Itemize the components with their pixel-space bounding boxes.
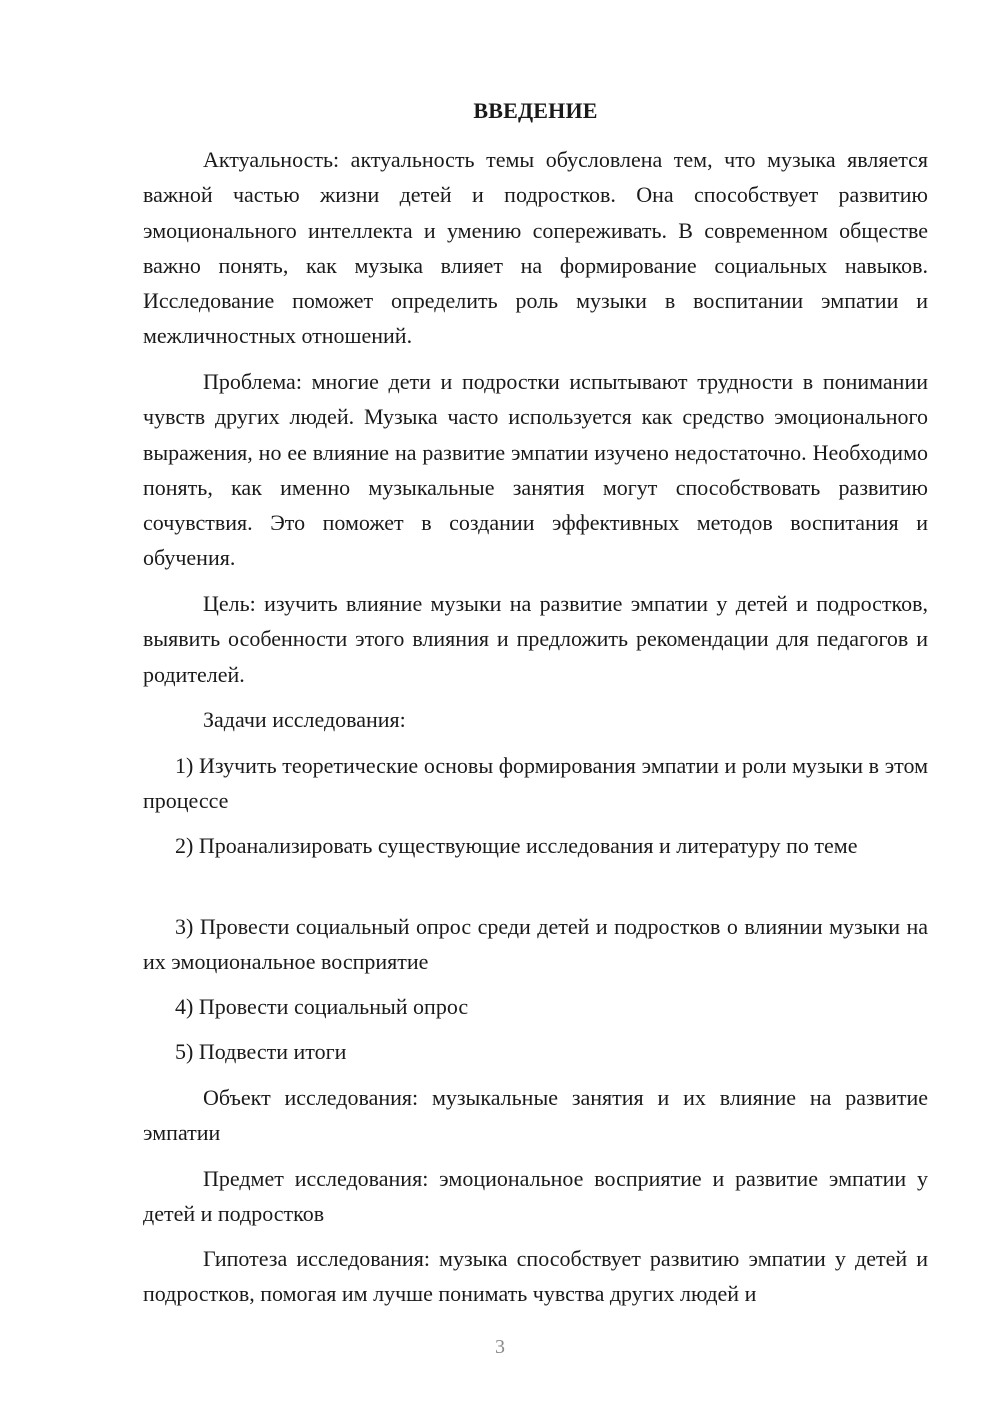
subject-paragraph: Предмет исследования: эмоциональное восприятие и развитие эмпатии у детей и подростков <box>143 1166 928 1227</box>
goal-paragraph: Цель: изучить влияние музыки на развитие эмпатии у детей и подростков, выявить особенности этого влияния и предложить рекомендации для педагогов и родителей. <box>143 591 928 687</box>
task-item-5: 5) Подвести итоги <box>175 1039 347 1064</box>
page-title: ВВЕДЕНИЕ <box>473 98 598 123</box>
page-number: 3 <box>495 1336 505 1358</box>
task-item-3: 3) Провести социальный опрос среди детей и подростков о влиянии музыки на их эмоциональное восприятие <box>143 914 928 975</box>
task-item-4: 4) Провести социальный опрос <box>175 994 469 1019</box>
task-item-2: 2) Проанализировать существующие исследования и литературу по теме <box>175 833 858 858</box>
tasks-heading: Задачи исследования: <box>203 707 406 732</box>
hypothesis-paragraph: Гипотеза исследования: музыка способствует развитию эмпатии у детей и подростков, помогая им лучше понимать чувства других людей и <box>143 1246 928 1307</box>
task-item-1: 1) Изучить теоретические основы формирования эмпатии и роли музыки в этом процессе <box>143 753 928 814</box>
object-paragraph: Объект исследования: музыкальные занятия и их влияние на развитие эмпатии <box>143 1085 928 1146</box>
relevance-paragraph: Актуальность: актуальность темы обусловлена тем, что музыка является важной частью жизни детей и подростков. Она способствует развитию эмоционального интеллекта и умению сопереживать. В современном обществе важно понять, как музыка влияет на формирование социальных навыков. Исследование поможет определить роль музыки в воспитании эмпатии и межличностных отношений. <box>143 147 928 349</box>
problem-paragraph: Проблема: многие дети и подростки испытывают трудности в понимании чувств других людей. Музыка часто используется как средство эмоционального выражения, но ее влияние на развитие эмпатии изучено недостаточно. Необходимо понять, как именно музыкальные занятия могут способствовать развитию сочувствия. Это поможет в создании эффективных методов воспитания и обучения. <box>143 369 928 571</box>
